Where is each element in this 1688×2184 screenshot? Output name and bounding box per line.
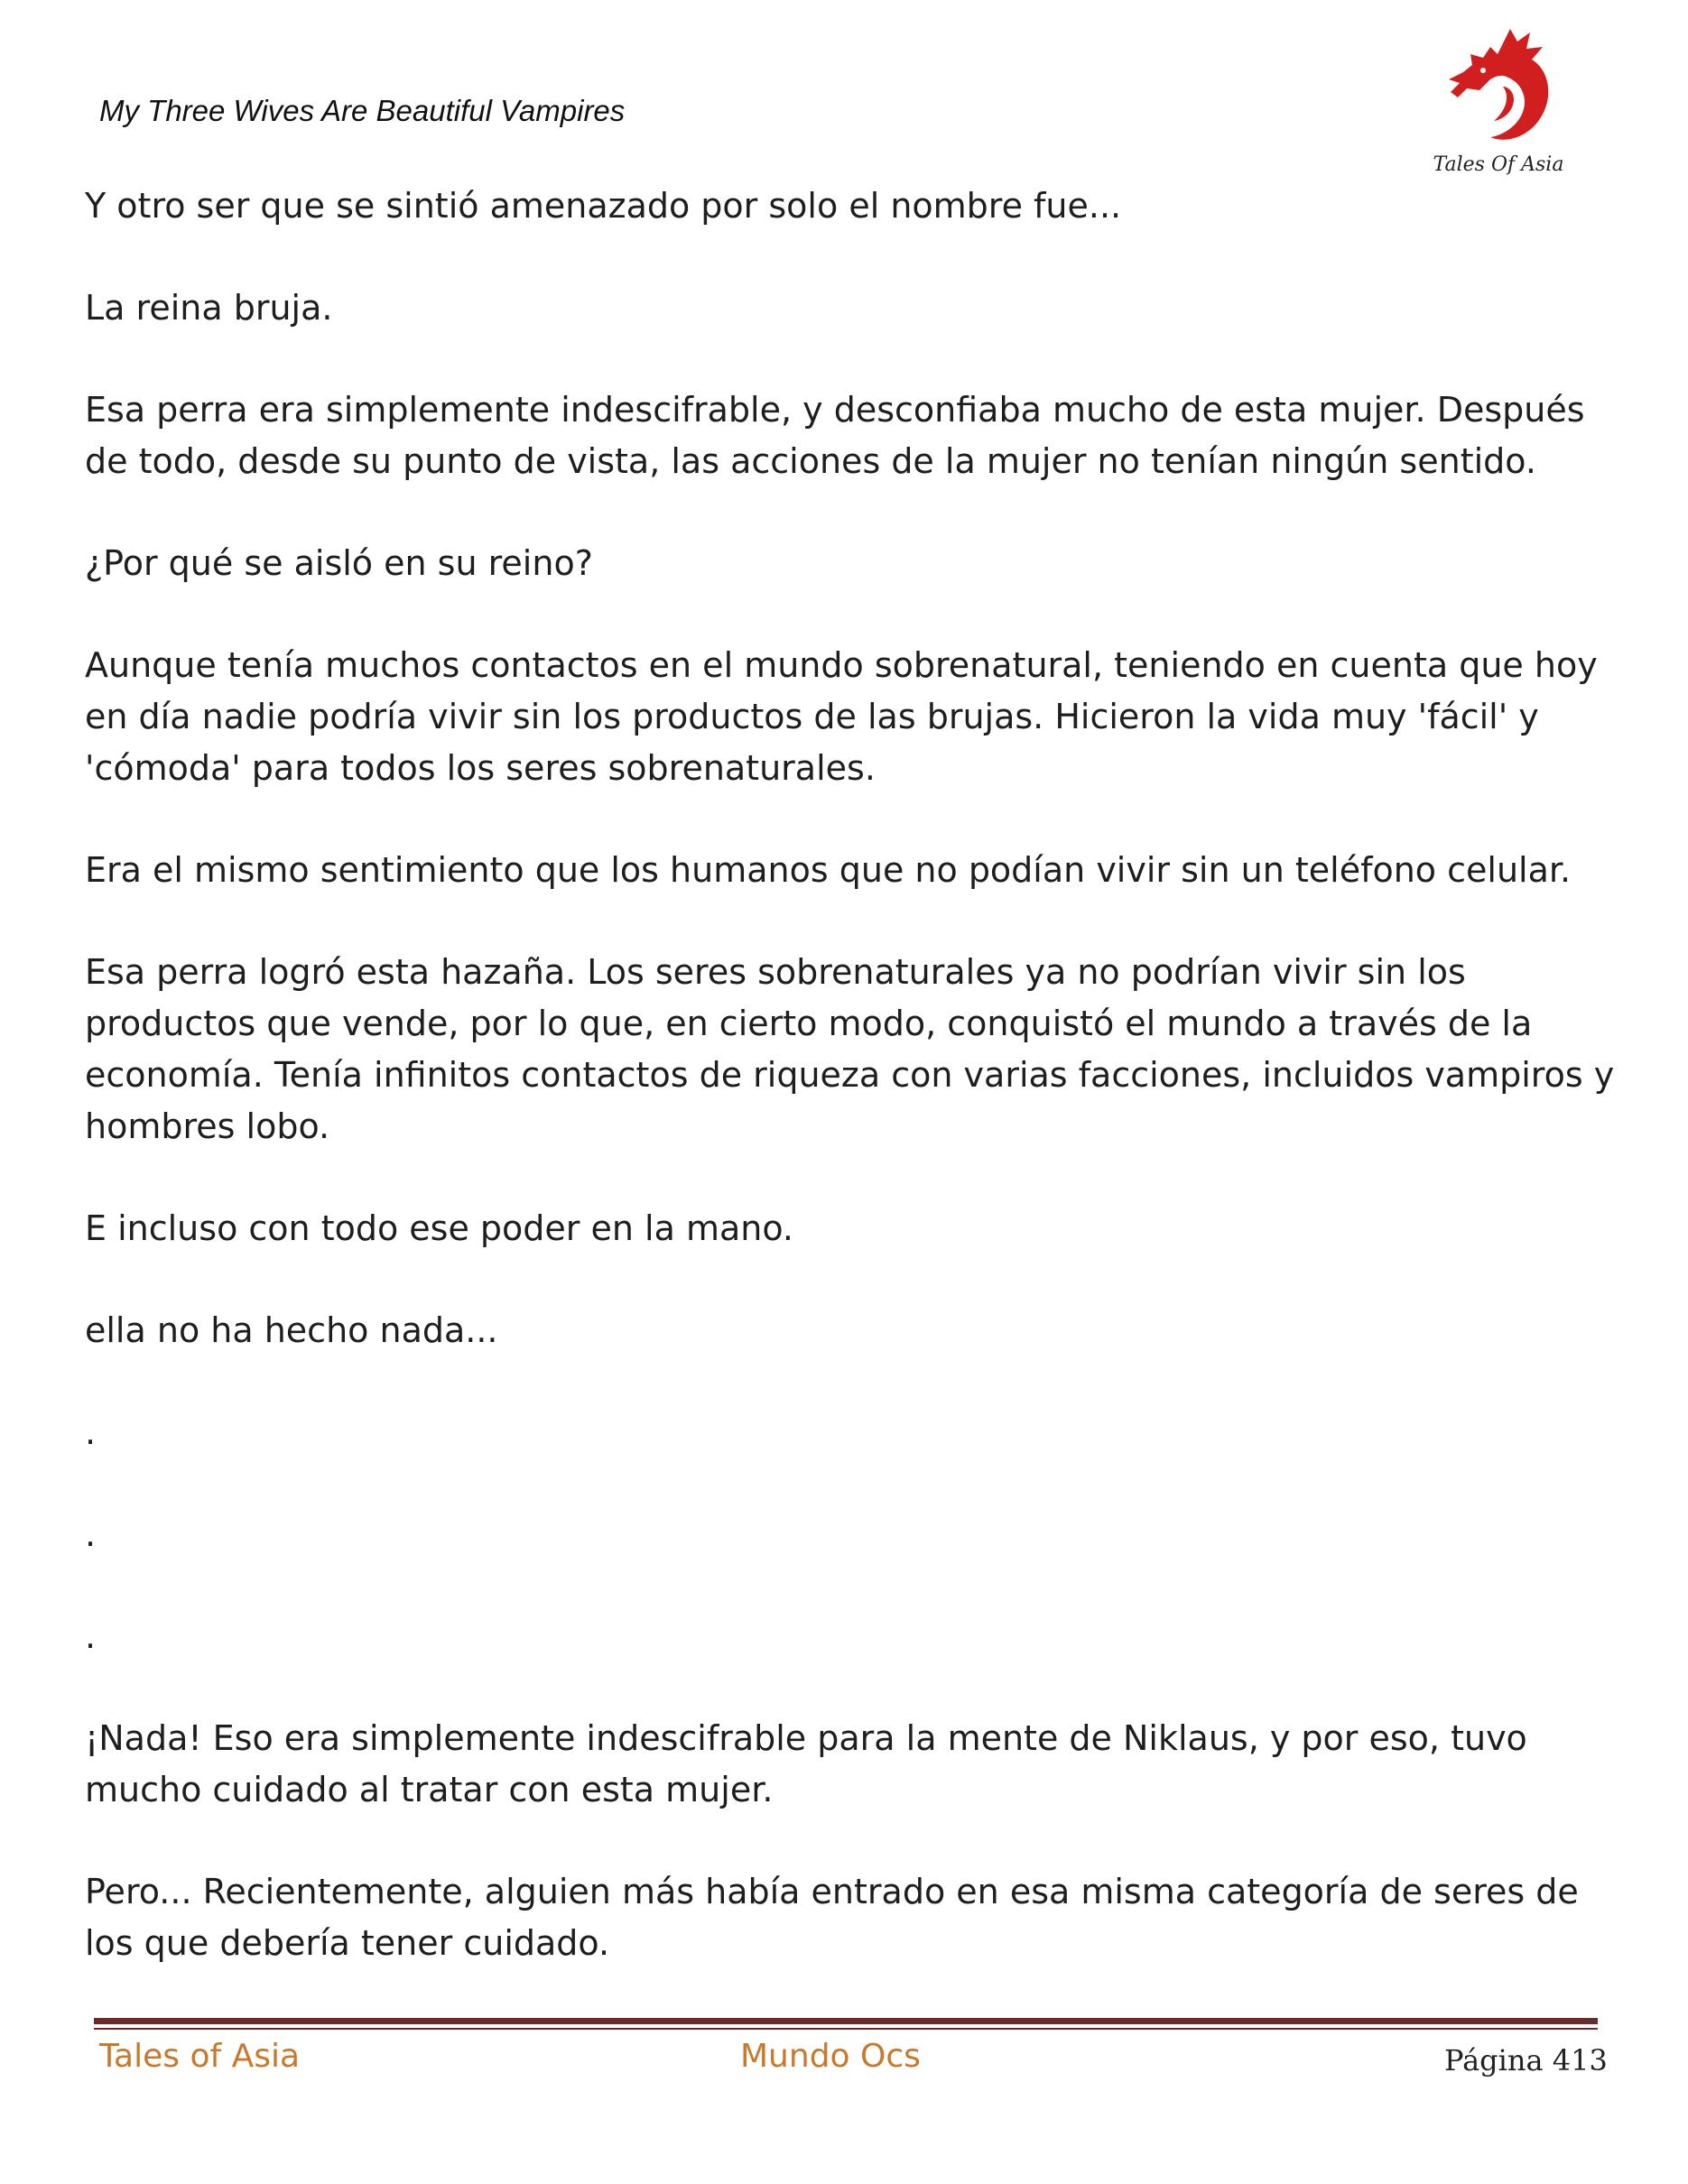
footer-divider-thin (94, 2028, 1598, 2030)
paragraph: Y otro ser que se sintió amenazado por solo el nombre fue... (85, 186, 1122, 226)
paragraph-dot: . (85, 1514, 97, 1554)
page-number: Página 413 (1444, 2043, 1608, 2078)
paragraph: Esa perra logró esta hazaña. Los seres sobrenaturales ya no podrían vivir sin los productos que vende, por lo que, en cierto modo, conquistó el mundo a través de la economía. Tenía infinitos contactos de riqueza con varias facciones, incluidos vampiros y hombres lobo. (85, 952, 1615, 1146)
page-body (85, 180, 1619, 2020)
paragraph: Era el mismo sentimiento que los humanos que no podían vivir sin un teléfono celular. (85, 850, 1572, 890)
paragraph: La reina bruja. (85, 288, 333, 328)
paragraph-dot: . (85, 1412, 97, 1452)
paragraph: ella no ha hecho nada... (85, 1310, 498, 1350)
paragraph: Pero... Recientemente, alguien más había entrado en esa misma categoría de seres de los que debería tener cuidado. (85, 1872, 1579, 1963)
paragraph: ¡Nada! Eso era simplemente indescifrable para la mente de Niklaus, y por eso, tuvo mucho cuidado al tratar con esta mujer. (85, 1718, 1527, 1809)
paragraph: Aunque tenía muchos contactos en el mundo sobrenatural, teniendo en cuenta que hoy en día nadie podría vivir sin los productos de las brujas. Hicieron la vida muy 'fácil' y 'cómoda' para todos los seres sobrenaturales. (85, 645, 1598, 788)
logo-text: Tales Of Asia (1433, 153, 1564, 176)
book-title: My Three Wives Are Beautiful Vampires (99, 94, 626, 127)
paragraph: Esa perra era simplemente indescifrable, y desconfiaba mucho de esta mujer. Después de todo, desde su punto de vista, las acciones de la mujer no tenían ningún sentido. (85, 390, 1585, 481)
paragraph: E incluso con todo ese poder en la mano. (85, 1208, 794, 1248)
paragraph: ¿Por qué se aisló en su reino? (85, 543, 593, 583)
footer-publisher: Tales of Asia (99, 2038, 301, 2075)
paragraph-dot: . (85, 1616, 97, 1656)
dragon-logo-icon (1431, 20, 1566, 155)
publisher-logo (1431, 20, 1566, 182)
footer-site: Mundo Ocs (740, 2038, 921, 2075)
footer-divider (94, 2018, 1598, 2024)
